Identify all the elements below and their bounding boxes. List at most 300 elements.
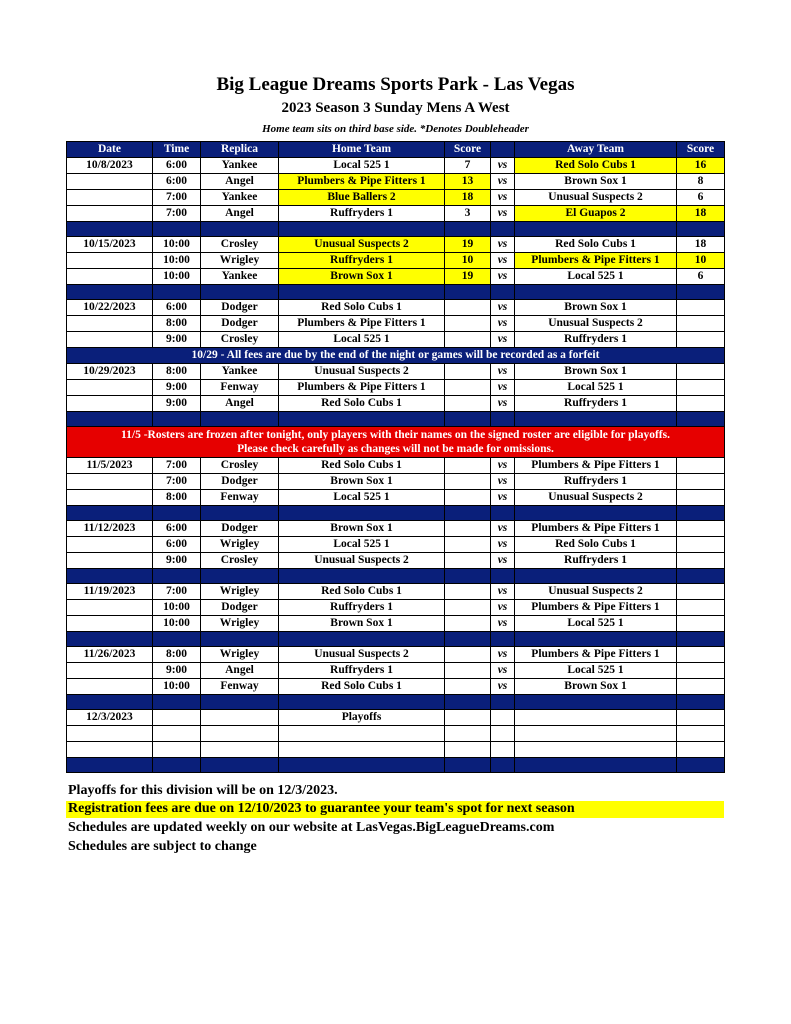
playoff-row [67, 742, 725, 758]
week-date-empty [67, 396, 153, 412]
week-date: 11/19/2023 [67, 584, 153, 600]
separator-cell [677, 222, 725, 237]
replica-field: Crosley [201, 458, 279, 474]
separator-cell [279, 506, 445, 521]
separator-cell [677, 695, 725, 710]
game-row [67, 237, 725, 253]
column-header: Away Team [515, 142, 677, 158]
week-date: 10/15/2023 [67, 237, 153, 253]
away-team: Unusual Suspects 2 [515, 190, 677, 206]
away-team: Brown Sox 1 [515, 364, 677, 380]
game-row [67, 458, 725, 474]
playoff-row [67, 726, 725, 742]
separator-cell [67, 632, 153, 647]
replica-field: Dodger [201, 521, 279, 537]
separator-cell [445, 632, 491, 647]
playoff-date: 12/3/2023 [67, 710, 153, 726]
week-separator [67, 506, 725, 521]
home-team: Unusual Suspects 2 [279, 647, 445, 663]
separator-cell [677, 569, 725, 584]
week-date: 10/8/2023 [67, 158, 153, 174]
away-team: Brown Sox 1 [515, 679, 677, 695]
schedule-table [66, 141, 725, 773]
game-time: 10:00 [153, 679, 201, 695]
playoff-empty [201, 710, 279, 726]
away-score: 8 [677, 174, 725, 190]
playoff-empty [153, 710, 201, 726]
separator-cell [279, 632, 445, 647]
away-team: Plumbers & Pipe Fitters 1 [515, 600, 677, 616]
week-date-empty [67, 380, 153, 396]
week-separator [67, 412, 725, 427]
game-time: 7:00 [153, 206, 201, 222]
replica-field: Dodger [201, 300, 279, 316]
playoff-empty [153, 742, 201, 758]
separator-cell [491, 412, 515, 427]
game-row [67, 616, 725, 632]
week-date-empty [67, 253, 153, 269]
fee-notice: 10/29 - All fees are due by the end of the night or games will be recorded as a forfeit [67, 348, 725, 364]
home-team: Ruffryders 1 [279, 600, 445, 616]
home-team: Local 525 1 [279, 332, 445, 348]
away-score [677, 663, 725, 679]
home-team: Local 525 1 [279, 158, 445, 174]
home-score: 19 [445, 237, 491, 253]
away-team: Ruffryders 1 [515, 474, 677, 490]
game-row [67, 521, 725, 537]
game-time: 7:00 [153, 458, 201, 474]
week-date-empty [67, 663, 153, 679]
week-date: 10/29/2023 [67, 364, 153, 380]
game-time: 10:00 [153, 600, 201, 616]
week-date-empty [67, 537, 153, 553]
game-row [67, 206, 725, 222]
away-team: El Guapos 2 [515, 206, 677, 222]
playoff-empty [515, 726, 677, 742]
week-date: 11/5/2023 [67, 458, 153, 474]
vs-label: vs [491, 206, 515, 222]
replica-field: Crosley [201, 332, 279, 348]
roster-alert-line: Please check carefully as changes will not be made for omissions. [237, 443, 554, 455]
game-row [67, 474, 725, 490]
away-score: 10 [677, 253, 725, 269]
separator-cell [153, 412, 201, 427]
replica-field: Crosley [201, 237, 279, 253]
separator-cell [153, 758, 201, 773]
game-row [67, 679, 725, 695]
home-team: Local 525 1 [279, 490, 445, 506]
vs-label: vs [491, 553, 515, 569]
home-score [445, 316, 491, 332]
separator-cell [279, 222, 445, 237]
home-score [445, 600, 491, 616]
vs-label: vs [491, 458, 515, 474]
away-score [677, 300, 725, 316]
vs-label: vs [491, 316, 515, 332]
separator-cell [677, 758, 725, 773]
playoff-empty [677, 726, 725, 742]
separator-cell [67, 569, 153, 584]
game-row [67, 190, 725, 206]
vs-label: vs [491, 679, 515, 695]
playoff-empty [201, 726, 279, 742]
away-team: Unusual Suspects 2 [515, 490, 677, 506]
separator-cell [201, 695, 279, 710]
separator-cell [67, 412, 153, 427]
vs-label: vs [491, 253, 515, 269]
separator-cell [201, 569, 279, 584]
playoff-empty [67, 742, 153, 758]
separator-cell [153, 695, 201, 710]
separator-cell [445, 569, 491, 584]
away-score: 6 [677, 190, 725, 206]
game-row [67, 490, 725, 506]
week-date-empty [67, 474, 153, 490]
separator-cell [445, 412, 491, 427]
replica-field: Angel [201, 396, 279, 412]
home-team: Local 525 1 [279, 537, 445, 553]
home-score [445, 458, 491, 474]
vs-label: vs [491, 237, 515, 253]
home-score [445, 474, 491, 490]
away-score [677, 380, 725, 396]
home-score [445, 332, 491, 348]
playoff-empty [491, 726, 515, 742]
separator-cell [201, 506, 279, 521]
game-time: 10:00 [153, 253, 201, 269]
separator-cell [677, 632, 725, 647]
separator-cell [515, 632, 677, 647]
separator-cell [201, 632, 279, 647]
playoff-empty [445, 742, 491, 758]
vs-label: vs [491, 300, 515, 316]
away-score [677, 316, 725, 332]
home-score: 18 [445, 190, 491, 206]
game-time: 8:00 [153, 316, 201, 332]
game-row [67, 600, 725, 616]
week-date-empty [67, 269, 153, 285]
home-team: Brown Sox 1 [279, 474, 445, 490]
away-score [677, 474, 725, 490]
game-time: 6:00 [153, 537, 201, 553]
playoff-empty [67, 726, 153, 742]
game-row [67, 364, 725, 380]
vs-label: vs [491, 663, 515, 679]
home-score [445, 616, 491, 632]
replica-field: Crosley [201, 553, 279, 569]
game-row [67, 174, 725, 190]
home-team: Blue Ballers 2 [279, 190, 445, 206]
week-separator [67, 569, 725, 584]
away-team: Plumbers & Pipe Fitters 1 [515, 458, 677, 474]
vs-label: vs [491, 174, 515, 190]
away-score: 6 [677, 269, 725, 285]
separator-cell [67, 285, 153, 300]
away-team: Local 525 1 [515, 269, 677, 285]
replica-field: Wrigley [201, 584, 279, 600]
away-score [677, 600, 725, 616]
home-team: Plumbers & Pipe Fitters 1 [279, 380, 445, 396]
separator-cell [515, 222, 677, 237]
playoff-label: Playoffs [279, 710, 445, 726]
week-date-empty [67, 600, 153, 616]
replica-field: Wrigley [201, 616, 279, 632]
separator-cell [67, 758, 153, 773]
week-date-empty [67, 174, 153, 190]
game-time: 7:00 [153, 474, 201, 490]
home-score [445, 300, 491, 316]
away-score: 18 [677, 237, 725, 253]
game-time: 6:00 [153, 174, 201, 190]
away-team: Unusual Suspects 2 [515, 584, 677, 600]
vs-label: vs [491, 158, 515, 174]
away-team: Plumbers & Pipe Fitters 1 [515, 521, 677, 537]
game-time: 10:00 [153, 237, 201, 253]
page-subtitle: 2023 Season 3 Sunday Mens A West [281, 100, 510, 116]
vs-label: vs [491, 190, 515, 206]
playoff-empty [677, 742, 725, 758]
game-time: 6:00 [153, 300, 201, 316]
home-score [445, 679, 491, 695]
week-separator [67, 758, 725, 773]
vs-label: vs [491, 332, 515, 348]
separator-cell [491, 569, 515, 584]
week-date-empty [67, 332, 153, 348]
vs-label: vs [491, 521, 515, 537]
replica-field: Dodger [201, 474, 279, 490]
game-row [67, 253, 725, 269]
separator-cell [491, 506, 515, 521]
game-time: 8:00 [153, 490, 201, 506]
vs-label: vs [491, 490, 515, 506]
game-time: 9:00 [153, 396, 201, 412]
separator-cell [515, 285, 677, 300]
away-score [677, 647, 725, 663]
away-team: Red Solo Cubs 1 [515, 537, 677, 553]
away-score [677, 616, 725, 632]
playoff-empty [515, 742, 677, 758]
separator-cell [279, 412, 445, 427]
game-time: 7:00 [153, 584, 201, 600]
replica-field: Wrigley [201, 537, 279, 553]
away-score [677, 396, 725, 412]
separator-cell [279, 758, 445, 773]
roster-alert-row [67, 427, 725, 458]
game-time: 6:00 [153, 158, 201, 174]
separator-cell [491, 758, 515, 773]
separator-cell [67, 222, 153, 237]
week-separator [67, 695, 725, 710]
fee-notice-row [67, 348, 725, 364]
separator-cell [445, 506, 491, 521]
home-score: 3 [445, 206, 491, 222]
game-time: 8:00 [153, 364, 201, 380]
vs-label: vs [491, 396, 515, 412]
away-score [677, 679, 725, 695]
replica-field: Dodger [201, 600, 279, 616]
week-date-empty [67, 316, 153, 332]
home-team: Red Solo Cubs 1 [279, 458, 445, 474]
away-team: Plumbers & Pipe Fitters 1 [515, 647, 677, 663]
away-score: 18 [677, 206, 725, 222]
playoff-empty [279, 726, 445, 742]
home-team: Unusual Suspects 2 [279, 364, 445, 380]
game-row [67, 269, 725, 285]
vs-label: vs [491, 616, 515, 632]
separator-cell [491, 632, 515, 647]
game-row [67, 332, 725, 348]
replica-field: Yankee [201, 364, 279, 380]
column-header: Home Team [279, 142, 445, 158]
replica-field: Wrigley [201, 253, 279, 269]
separator-cell [445, 695, 491, 710]
game-row [67, 537, 725, 553]
home-team: Unusual Suspects 2 [279, 237, 445, 253]
game-row [67, 158, 725, 174]
column-header: Score [677, 142, 725, 158]
week-date-empty [67, 490, 153, 506]
week-date: 10/22/2023 [67, 300, 153, 316]
home-team: Plumbers & Pipe Fitters 1 [279, 174, 445, 190]
separator-cell [153, 506, 201, 521]
playoff-empty [491, 742, 515, 758]
away-score [677, 364, 725, 380]
separator-cell [67, 695, 153, 710]
vs-label: vs [491, 537, 515, 553]
separator-cell [67, 506, 153, 521]
game-time: 10:00 [153, 616, 201, 632]
playoff-empty [515, 710, 677, 726]
separator-cell [201, 222, 279, 237]
column-header: Replica [201, 142, 279, 158]
week-date-empty [67, 616, 153, 632]
replica-field: Fenway [201, 679, 279, 695]
week-date-empty [67, 190, 153, 206]
home-team: Red Solo Cubs 1 [279, 584, 445, 600]
replica-field: Fenway [201, 380, 279, 396]
home-score [445, 364, 491, 380]
home-score [445, 396, 491, 412]
away-team: Ruffryders 1 [515, 396, 677, 412]
away-team: Ruffryders 1 [515, 553, 677, 569]
game-row [67, 316, 725, 332]
home-score [445, 647, 491, 663]
separator-cell [201, 412, 279, 427]
week-date: 11/12/2023 [67, 521, 153, 537]
away-score [677, 553, 725, 569]
vs-label: vs [491, 584, 515, 600]
separator-cell [279, 569, 445, 584]
footer-website-note: Schedules are updated weekly on our website at LasVegas.BigLeagueDreams.com [68, 820, 555, 835]
game-time: 7:00 [153, 190, 201, 206]
away-team: Red Solo Cubs 1 [515, 237, 677, 253]
roster-alert-line: 11/5 -Rosters are frozen after tonight, only players with their names on the signed roster are eligible for playoffs. [121, 429, 670, 441]
home-score [445, 521, 491, 537]
vs-label: vs [491, 380, 515, 396]
away-team: Unusual Suspects 2 [515, 316, 677, 332]
away-team: Local 525 1 [515, 616, 677, 632]
game-time: 10:00 [153, 269, 201, 285]
separator-cell [677, 285, 725, 300]
replica-field: Yankee [201, 158, 279, 174]
home-team: Brown Sox 1 [279, 616, 445, 632]
playoff-empty [445, 726, 491, 742]
separator-cell [201, 758, 279, 773]
week-date-empty [67, 206, 153, 222]
home-team: Brown Sox 1 [279, 521, 445, 537]
separator-cell [515, 695, 677, 710]
home-team: Red Solo Cubs 1 [279, 300, 445, 316]
replica-field: Angel [201, 174, 279, 190]
playoff-empty [153, 726, 201, 742]
separator-cell [153, 222, 201, 237]
column-header [491, 142, 515, 158]
game-time: 9:00 [153, 553, 201, 569]
separator-cell [153, 569, 201, 584]
home-team-note: Home team sits on third base side. *Denotes Doubleheader [262, 123, 529, 135]
home-team: Ruffryders 1 [279, 253, 445, 269]
vs-label: vs [491, 364, 515, 380]
game-row [67, 553, 725, 569]
separator-cell [445, 285, 491, 300]
home-team: Unusual Suspects 2 [279, 553, 445, 569]
away-score: 16 [677, 158, 725, 174]
replica-field: Angel [201, 206, 279, 222]
replica-field: Wrigley [201, 647, 279, 663]
playoff-empty [445, 710, 491, 726]
home-score: 13 [445, 174, 491, 190]
vs-label: vs [491, 647, 515, 663]
away-score [677, 537, 725, 553]
away-team: Brown Sox 1 [515, 300, 677, 316]
home-score [445, 537, 491, 553]
replica-field: Fenway [201, 490, 279, 506]
separator-cell [153, 285, 201, 300]
week-separator [67, 285, 725, 300]
separator-cell [491, 222, 515, 237]
page-title: Big League Dreams Sports Park - Las Vegas [216, 74, 575, 95]
separator-cell [515, 412, 677, 427]
game-row [67, 380, 725, 396]
home-team: Ruffryders 1 [279, 663, 445, 679]
vs-label: vs [491, 600, 515, 616]
playoff-empty [201, 742, 279, 758]
away-team: Plumbers & Pipe Fitters 1 [515, 253, 677, 269]
home-score [445, 584, 491, 600]
home-team: Ruffryders 1 [279, 206, 445, 222]
replica-field: Yankee [201, 269, 279, 285]
home-score: 19 [445, 269, 491, 285]
replica-field: Yankee [201, 190, 279, 206]
roster-alert [67, 427, 725, 458]
away-score [677, 458, 725, 474]
separator-cell [153, 632, 201, 647]
vs-label: vs [491, 269, 515, 285]
home-score [445, 380, 491, 396]
playoff-empty [677, 710, 725, 726]
separator-cell [445, 222, 491, 237]
column-header: Score [445, 142, 491, 158]
column-header: Time [153, 142, 201, 158]
separator-cell [201, 285, 279, 300]
home-score: 10 [445, 253, 491, 269]
replica-field: Angel [201, 663, 279, 679]
away-team: Red Solo Cubs 1 [515, 158, 677, 174]
separator-cell [279, 695, 445, 710]
column-header: Date [67, 142, 153, 158]
home-team: Red Solo Cubs 1 [279, 396, 445, 412]
footer-playoffs-note: Playoffs for this division will be on 12/3/2023. [68, 783, 338, 798]
